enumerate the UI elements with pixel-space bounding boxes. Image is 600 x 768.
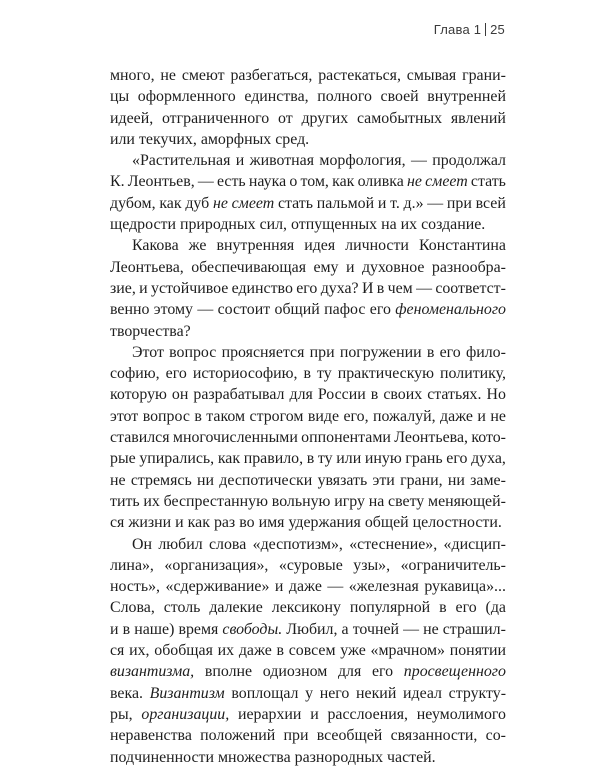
text-line: века. Византизм воплощал у него некий идеал структу- (110, 684, 506, 702)
text-line: этот вопрос в таком строгом виде его, пожалуй, даже и не (110, 407, 506, 425)
text-line: Этот вопрос проясняется при погружении в его фило- (132, 343, 506, 361)
page-number: 25 (490, 22, 505, 37)
text-line: не стремясь ни деспотически увязать эти грани, ни заме- (110, 471, 506, 489)
text-line: софию, его историософию, в ту практическую политику, (110, 365, 506, 383)
text-line: «Растительная и животная морфология, — продолжал (132, 152, 506, 170)
text-line: щедрости природных сил, отпущенных на их создание. (110, 216, 486, 234)
text-line: ставился многочисленными оппонентами Леонтьева, кото- (110, 429, 506, 447)
text-line: ся их, обобщая их даже в совсем уже «мрачном» понятии (110, 642, 506, 660)
text-line: или текучих, аморфных сред. (110, 130, 310, 148)
text-line: Слова, столь далекие лексикону популярной в его (да (110, 599, 506, 617)
text-line: Леонтьева, обеспечивающая ему и духовное разнообра- (110, 258, 506, 276)
text-line: К. Леонтьев, — есть наука о том, как оливка не смеет стать (110, 173, 506, 191)
text-line: ся жизни и как раз во имя удержания общей целостности. (110, 514, 502, 532)
text-line: много, не смеют разбегаться, растекаться, смывая грани- (110, 67, 506, 84)
header-separator (485, 23, 486, 36)
text-line: неравенства положений при всеобщей связанности, со- (110, 727, 506, 745)
text-line: ры, организации, иерархии и расслоения, неумолимого (110, 705, 506, 723)
text-line: тить их беспрестанную вольную игру на свету меняющей- (110, 492, 506, 510)
text-line: Он любил слова «деспотизм», «стеснение», «дисцип- (132, 535, 506, 553)
text-line: рые упирались, как правило, в ту или иную грань его духа, (110, 450, 506, 468)
text-line: византизма, вполне одиозном для его просвещенного (110, 663, 506, 681)
chapter-label: Глава 1 (433, 22, 482, 37)
text-line: и в наше) время свободы. Любил, а точней — не страшил- (110, 620, 506, 638)
text-line: которую он разрабатывал для России в своих статьях. Но (110, 386, 506, 404)
body-text (110, 65, 506, 768)
text-line: подчиненности множества разнородных частей. (110, 748, 436, 766)
text-line: зие, и устойчивое единство его духа? И в чем — соответст- (110, 279, 506, 297)
text-line: венно этому — состоит общий пафос его феноменального (110, 301, 506, 319)
running-header (434, 22, 505, 37)
text-line: дубом, как дуб не смеет стать пальмой и т. д.» — при всей (110, 194, 506, 212)
text-line: лина», «организация», «суровые узы», «ограничитель- (110, 556, 506, 574)
text-line: творчества? (110, 322, 191, 340)
text-line: Какова же внутренняя идея личности Константина (132, 237, 506, 255)
text-line: идеей, отграниченного от других самобытных явлений (110, 109, 506, 127)
text-line: цы оформленного единства, полного своей внутренней (110, 88, 506, 106)
text-line: ность», «сдерживание» и даже — «железная рукавица»... (110, 578, 506, 596)
